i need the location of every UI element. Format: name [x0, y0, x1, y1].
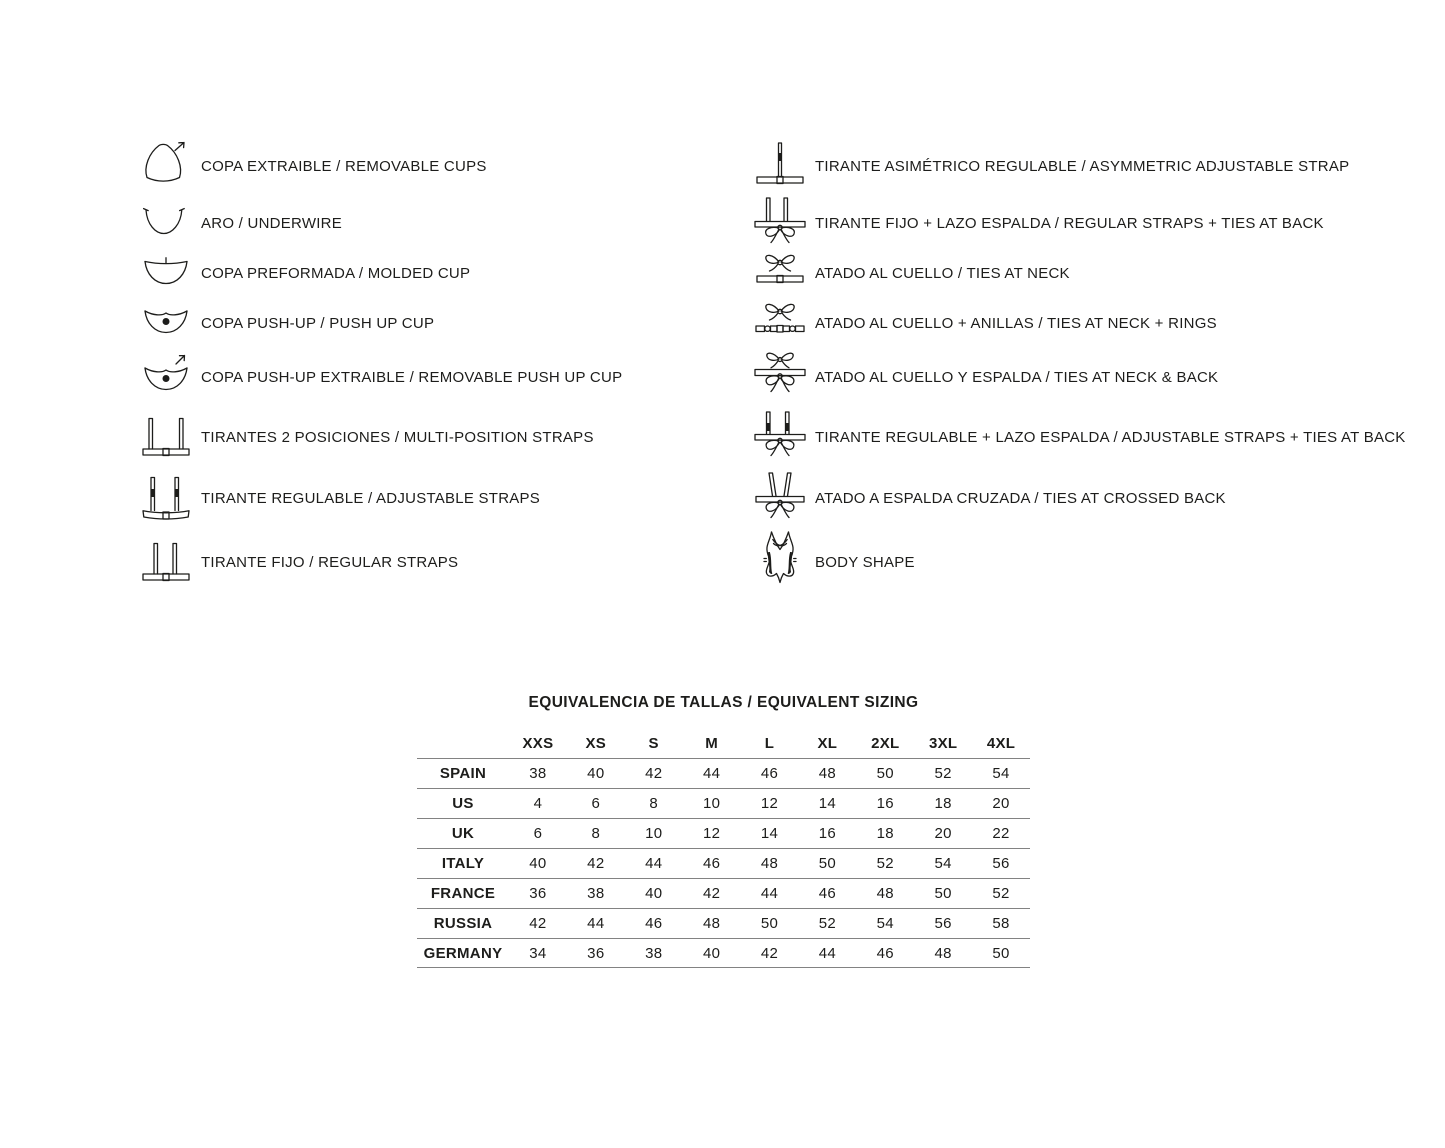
legend-item-adjustable-straps-ties-back — [752, 410, 1406, 464]
size-cell: 50 — [934, 885, 952, 902]
size-cell: 14 — [818, 795, 837, 812]
row-label: SPAIN — [439, 765, 487, 782]
legend-item-asymmetric-strap — [752, 139, 1349, 193]
size-cell: 20 — [992, 795, 1010, 812]
column-header: 2XL — [871, 735, 900, 752]
molded-cup-icon — [138, 246, 194, 300]
size-cell: 50 — [876, 765, 894, 782]
size-cell: 42 — [587, 855, 605, 872]
table-row-spain — [417, 758, 1030, 788]
size-cell: 46 — [645, 915, 663, 932]
size-cell: 48 — [760, 855, 779, 872]
legend-label: TIRANTE ASIMÉTRICO REGULABLE / ASYMMETRIC ADJUSTABLE STRAP — [815, 157, 1350, 175]
size-cell: 46 — [760, 765, 779, 782]
ties-at-neck-and-back-icon — [752, 350, 808, 404]
size-cell: 48 — [818, 765, 837, 782]
size-cell: 54 — [934, 855, 952, 872]
legend-label: COPA PUSH-UP EXTRAIBLE / REMOVABLE PUSH UP CUP — [201, 368, 623, 386]
size-cell: 54 — [992, 765, 1010, 782]
size-cell: 12 — [702, 825, 721, 842]
sizing-table — [417, 729, 1030, 968]
table-row-france — [417, 878, 1030, 908]
regular-straps-ties-back-icon — [752, 196, 808, 250]
size-cell: 50 — [760, 915, 779, 932]
size-cell: 40 — [587, 765, 605, 782]
size-cell: 36 — [587, 944, 605, 962]
size-cell: 18 — [934, 795, 952, 812]
column-header: 4XL — [986, 735, 1016, 752]
legend-label: ATADO AL CUELLO Y ESPALDA / TIES AT NECK & BACK — [815, 368, 1219, 386]
row-label: US — [452, 795, 474, 812]
size-cell: 6 — [533, 825, 543, 842]
size-cell: 38 — [529, 765, 547, 782]
size-cell: 8 — [591, 825, 601, 842]
table-row-uk — [417, 818, 1030, 848]
body-shape-icon — [752, 535, 808, 589]
table-row-russia — [417, 908, 1030, 938]
column-header: XS — [585, 735, 607, 752]
legend-label: ATADO A ESPALDA CRUZADA / TIES AT CROSSED BACK — [815, 489, 1226, 507]
size-cell: 4 — [533, 795, 543, 812]
size-cell: 38 — [645, 944, 663, 962]
column-header: L — [764, 735, 775, 752]
legend-item-body-shape — [752, 535, 915, 589]
size-cell: 50 — [818, 855, 837, 872]
ties-at-crossed-back-icon — [752, 471, 808, 525]
size-cell: 12 — [760, 795, 779, 812]
regular-straps-icon — [138, 535, 194, 589]
size-cell: 56 — [992, 855, 1010, 872]
column-header: XL — [817, 735, 838, 752]
legend-label: TIRANTE REGULABLE / ADJUSTABLE STRAPS — [201, 489, 541, 507]
legend-label: ATADO AL CUELLO + ANILLAS / TIES AT NECK + RINGS — [815, 314, 1217, 332]
legend-label: COPA PUSH-UP / PUSH UP CUP — [201, 314, 435, 332]
legend-label: COPA PREFORMADA / MOLDED CUP — [201, 264, 471, 282]
size-cell: 44 — [587, 915, 605, 932]
size-cell: 46 — [702, 855, 721, 872]
column-header: S — [648, 735, 659, 752]
legend-item-push-up-cup — [138, 296, 434, 350]
legend-label: TIRANTE FIJO / REGULAR STRAPS — [201, 553, 459, 571]
size-cell: 52 — [818, 915, 837, 932]
legend-label: ATADO AL CUELLO / TIES AT NECK — [815, 264, 1070, 282]
size-cell: 42 — [529, 915, 547, 932]
column-header: XXS — [522, 735, 554, 752]
legend-label: TIRANTES 2 POSICIONES / MULTI-POSITION STRAPS — [201, 428, 594, 446]
row-label: UK — [451, 825, 475, 842]
size-cell: 52 — [876, 855, 894, 872]
size-cell: 42 — [760, 944, 779, 962]
size-cell: 48 — [702, 915, 721, 932]
legend-label: ARO / UNDERWIRE — [201, 214, 342, 232]
legend-item-regular-straps — [138, 535, 458, 589]
size-cell: 44 — [760, 885, 779, 902]
size-cell: 38 — [587, 885, 605, 902]
legend-item-underwire — [138, 196, 342, 250]
push-up-cup-icon — [138, 296, 194, 350]
legend-item-removable-push-up-cup — [138, 350, 622, 404]
size-cell: 34 — [529, 944, 547, 962]
size-cell: 18 — [876, 825, 894, 842]
size-cell: 16 — [876, 795, 894, 812]
ties-at-neck-rings-icon — [752, 296, 808, 350]
row-label: RUSSIA — [433, 915, 493, 932]
size-cell: 10 — [645, 825, 663, 842]
column-header: 3XL — [928, 735, 958, 752]
size-cell: 40 — [529, 855, 547, 872]
size-cell: 48 — [934, 944, 952, 962]
size-cell: 44 — [645, 855, 663, 872]
legend-item-ties-at-neck-rings — [752, 296, 1217, 350]
legend-label: TIRANTE FIJO + LAZO ESPALDA / REGULAR STRAPS + TIES AT BACK — [815, 214, 1324, 232]
size-cell: 6 — [591, 795, 601, 812]
legend-item-adjustable-straps — [138, 471, 540, 525]
row-label: GERMANY — [423, 944, 503, 962]
legend-item-molded-cup — [138, 246, 470, 300]
removable-push-up-cup-icon — [138, 350, 194, 404]
size-cell: 46 — [818, 885, 837, 902]
size-cell: 36 — [529, 885, 547, 902]
size-cell: 40 — [702, 944, 721, 962]
sizing-table-title: EQUIVALENCIA DE TALLAS / EQUIVALENT SIZING — [528, 694, 919, 711]
table-row-italy — [417, 848, 1030, 878]
adjustable-straps-icon — [138, 471, 194, 525]
size-cell: 58 — [992, 915, 1010, 932]
column-header: M — [705, 735, 718, 752]
row-label: ITALY — [441, 855, 485, 872]
table-row-germany — [417, 938, 1030, 968]
legend-item-multi-position-straps — [138, 410, 594, 464]
row-label: FRANCE — [430, 885, 496, 902]
size-cell: 46 — [876, 944, 894, 962]
size-cell: 22 — [992, 825, 1010, 842]
size-cell: 42 — [702, 885, 721, 902]
legend-item-ties-at-neck — [752, 246, 1070, 300]
legend-item-regular-straps-ties-back — [752, 196, 1324, 250]
multi-position-straps-icon — [138, 410, 194, 464]
table-row-us — [417, 788, 1030, 818]
size-cell: 44 — [702, 765, 721, 782]
legend-label: COPA EXTRAIBLE / REMOVABLE CUPS — [201, 157, 487, 175]
size-cell: 44 — [818, 944, 837, 962]
ties-at-neck-icon — [752, 246, 808, 300]
size-cell: 52 — [934, 765, 952, 782]
size-cell: 14 — [760, 825, 779, 842]
removable-cups-icon — [138, 139, 194, 193]
size-cell: 16 — [818, 825, 837, 842]
asymmetric-adjustable-strap-icon — [752, 139, 808, 193]
size-cell: 56 — [934, 915, 952, 932]
size-cell: 20 — [934, 825, 952, 842]
legend-item-ties-at-neck-and-back — [752, 350, 1218, 404]
adjustable-straps-ties-back-icon — [752, 410, 808, 464]
table-header-row — [417, 729, 1030, 758]
size-cell: 48 — [876, 885, 894, 902]
legend-label: TIRANTE REGULABLE + LAZO ESPALDA / ADJUSTABLE STRAPS + TIES AT BACK — [815, 428, 1406, 446]
legend-item-removable-cups — [138, 139, 487, 193]
size-cell: 10 — [702, 795, 721, 812]
size-cell: 42 — [645, 765, 663, 782]
size-cell: 52 — [992, 885, 1010, 902]
size-cell: 50 — [992, 944, 1010, 962]
size-cell: 54 — [876, 915, 894, 932]
size-cell: 40 — [645, 885, 663, 902]
legend-item-ties-crossed-back — [752, 471, 1226, 525]
legend-label: BODY SHAPE — [815, 553, 915, 571]
size-cell: 8 — [649, 795, 659, 812]
underwire-icon — [138, 196, 194, 250]
